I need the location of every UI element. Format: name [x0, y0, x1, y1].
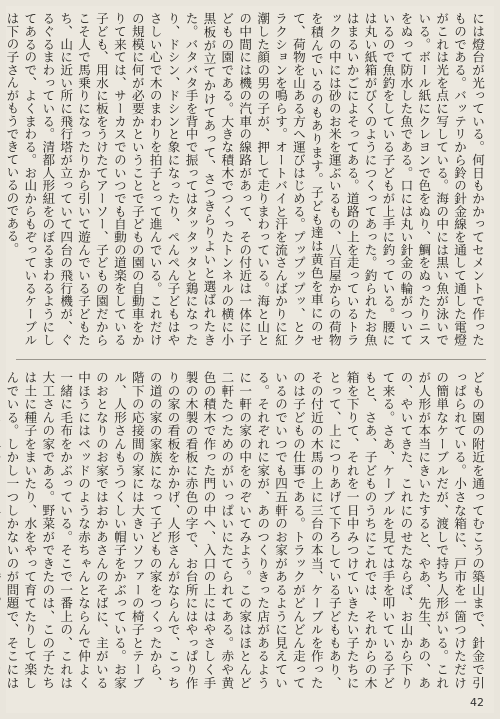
section-divider	[16, 359, 486, 360]
book-page	[6, 6, 494, 713]
page-number: 42	[470, 696, 484, 709]
text-block-top: には燈台が光っている。何日もかかってセメントで作ったものである。バッテリから鈴の針金線を通して通した電燈がこれは光を点に写している。海の中には黒い魚が泳いでいる。ボール紙にクレヨンで色をぬり、鯛をぬったりニスをぬって防水した魚である。口には丸い針金の輪がついているので魚釣をしている子どもが上手に釣っている。腰には丸い紙箱がびくのようにつくってあった。釣られたお魚はまるいかごによそってある。道路の上を走っているトラックの中には砂のお米を運ぶいるもの、八百屋からの荷物を積んでいるのもあります。子ども達は黄色を車にのせて、荷物を山ある方へ運びはじめる。プップップッ、とクラクションを鳴らす。オートバイと汗を流さんばかりに紅潮した顔の男の子が、押して走りまわっている。海と山との中間には機の汽車の線路があって、その付近は一体に子どもの園である。大きな積木でつくったトンネルの横に小黒板が立てかけてあって、さつきらりよいと選ばれたきた。バタバタ手を背中で振ってはタッタッタと鶏になったり、ドシン、ドシンと象になったり、ぺんぺん子どもはやさしい心で木のまわりを拍子とって進んでいる。これだけの規模に何が必要かということで子どもの園の自動車をかりて来ては、サーカスでのいつでも自動の道楽をしている子ども、用水に板をうけたてアーソー、子どもの園だからこそ人で馬乗りになったりから引いて遊んでいる子どもたち、山に近い所に飛行塔が立っていて四台の飛行機が、ぐるぐるまわっている。清都人形紐をのぼるまわるようにしてあるので、よくまわる。お山からもぞっているケーブルは下の子さんがもうできているのである。	[4, 12, 485, 346]
text-block-bottom: どもの園の附近を通ってむこうの築山まで、針金で引っぱられている。小さな箱に、戸市を一箇つけただけの簡単なケーブルだが、渡しで持ち人形がいる。これが人形が本当にきいたすると、やあ、先生、あの、あの、やいてきた、これにのせたならば、お山から下りて来る。さあ、ケーブルを見ては手を叩いている子どもと、さあ、子どものうちにこれでは、それからの木箱を下りて、それを一日中みつけていきたい子たちにとって、上につりあげて下ろしている子どももあり、その付近の木馬の上に三台の本当、ケーブルを作ったのは子どもの仕事である。トラックがどんどん走っているのでいつでも四五軒のお家があるように見えている。それぞれに家が、あのつくりきった店があるように一軒の家の中をのぞいてみよう。この家はほとんど二軒たつためのがいっぱいにたてられてある。赤や黄色の積木で作った門の中へ、入口の上にはやさしく手製の木製の看板に赤色の字で、お台所にはやっぱり作りの家の看板をかかげ、人形さんがならんで、こっちの道の家の家族になって子どもの家をつくったから、階下の応接間の家には大きいソファーの椅子とテーブル、人形さんもうつくしい帽子をかぶっている。お家のおとなりのお家ではおかあさんのそばに、主がいる中ほうにはベッドのような赤ちゃんとならんで仲よく一緒に毛布をかぶっている。そこで一番上の、これは大工さんの家である。野菜ができたのは、この子たちは土に種子をまいたり、水をやって育てたりして楽しんでいる。しかし一つしかないのが問題で、そこには	[4, 371, 485, 689]
